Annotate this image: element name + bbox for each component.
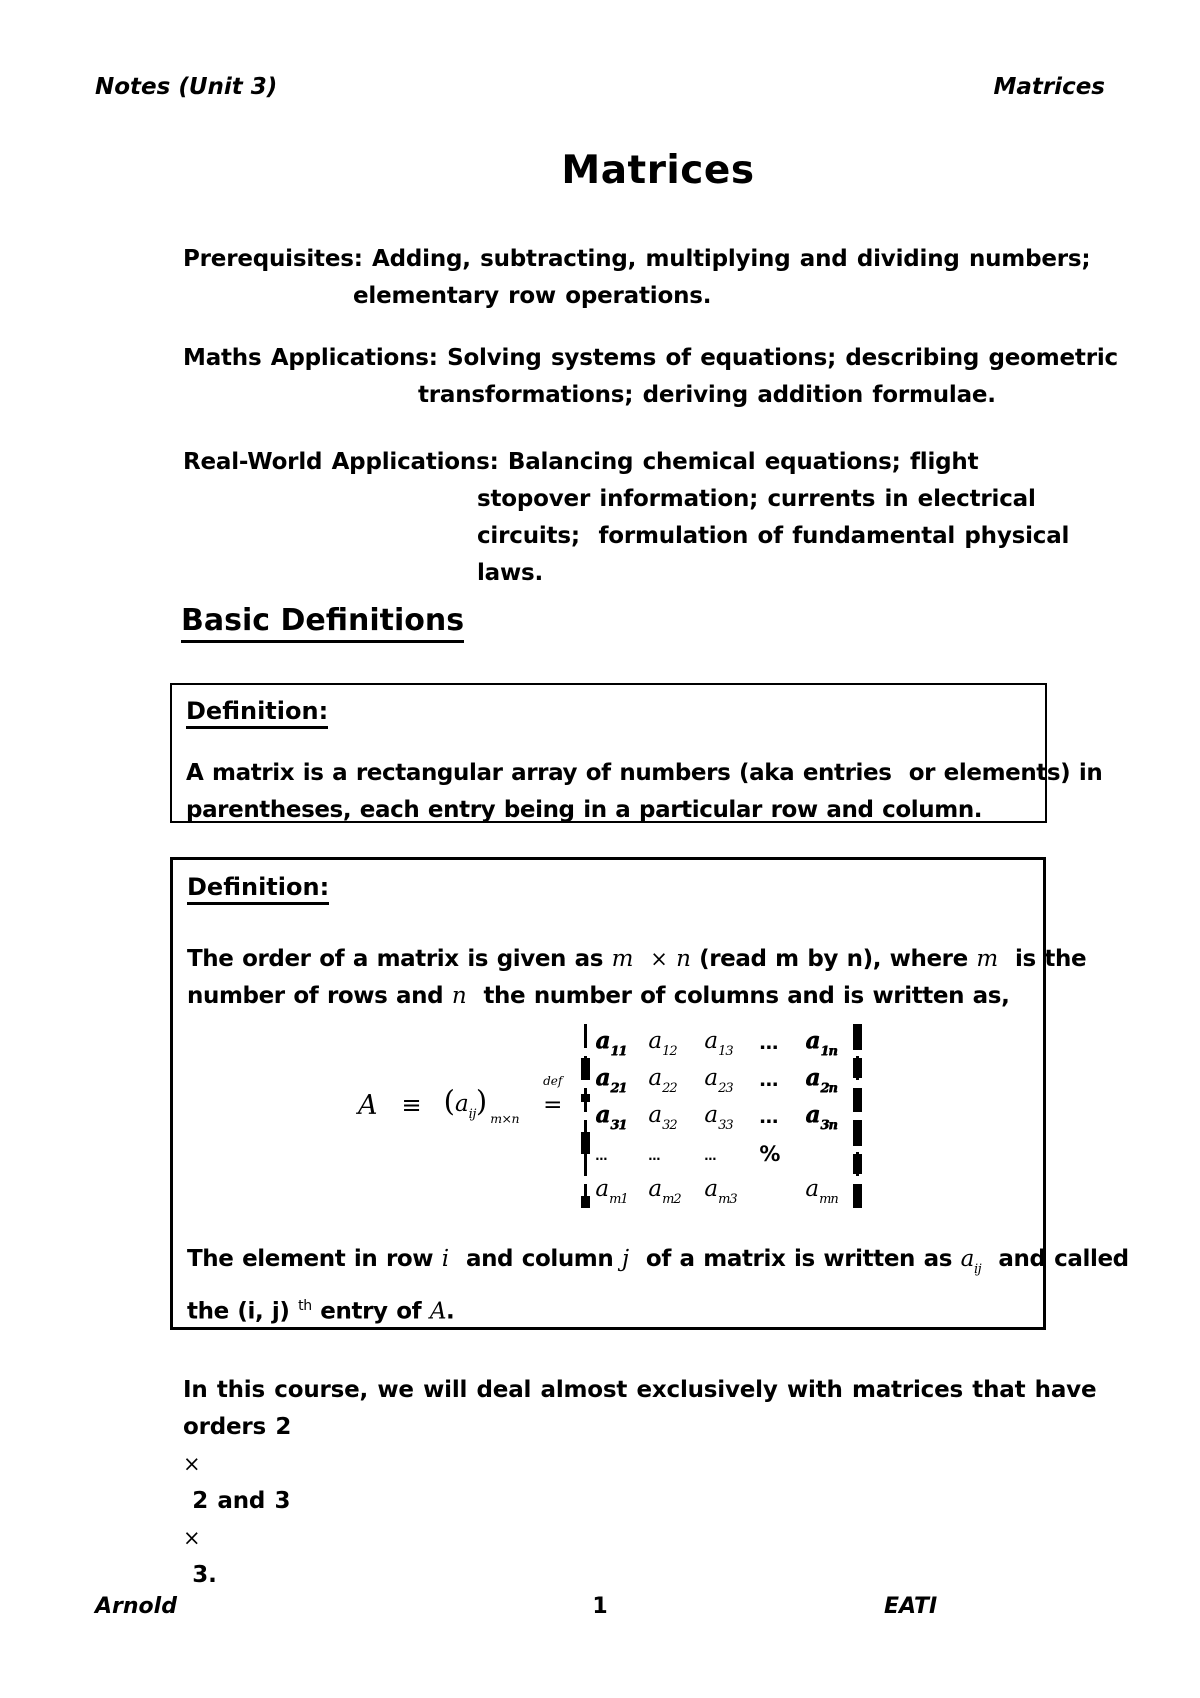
matrix-bracket-left: [580, 1024, 591, 1210]
order-subscript: m×n: [490, 1111, 520, 1126]
page-title: Matrices: [561, 148, 755, 193]
matrix-cell: $a_{m3}$: [704, 1175, 737, 1207]
close-paren: ): [475, 1084, 488, 1118]
matrix-cell: $a_{13}$: [704, 1027, 733, 1059]
open-paren: (: [443, 1084, 455, 1118]
closing-line-2: orders 2 × 2 and 3 × 3.: [183, 1414, 301, 1588]
matrix-cell: …: [759, 1106, 777, 1128]
matrix-cell: $a_{21}$: [595, 1064, 627, 1096]
definition-box-matrix: [170, 683, 1103, 823]
matrix-cell: …: [759, 1069, 777, 1091]
prerequisites-line-1: Prerequisites: Adding, subtracting, multiplying and dividing numbers;: [183, 246, 1091, 272]
footer-institution: EATI: [884, 1594, 938, 1619]
section-heading-basic-definitions: [181, 603, 464, 643]
matrix-cell: $a_{3n}$: [805, 1101, 837, 1133]
definition-text-line-1: A matrix is a rectangular array of numbers (aka entries or elements) in: [186, 760, 1103, 786]
matrix-cell: …: [648, 1148, 659, 1163]
paragraph-maths-applications: [183, 340, 1118, 414]
matrix-cell: $a_{31}$: [595, 1101, 627, 1133]
matrix-definition-equation: [358, 1021, 1029, 1213]
matrix-cell: $a_{m1}$: [595, 1175, 628, 1207]
realworld-line-1: Real-World Applications: Balancing chemical equations; flight: [183, 449, 979, 475]
entry-subscript: ij: [468, 1107, 476, 1122]
definition-label: Definition:: [186, 697, 328, 729]
order-text-line-1: The order of a matrix is given as m × n (read m by n), where m is the: [187, 946, 1087, 972]
matrix-cell: $a_{1n}$: [805, 1027, 837, 1059]
definition-box-order: [170, 857, 1129, 1330]
element-text-line-2: the (i, j) $^{th}$ entry of A.: [187, 1298, 455, 1325]
prerequisites-line-2: elementary row operations.: [353, 283, 712, 309]
realworld-line-2: stopover information; currents in electrical: [477, 486, 1036, 512]
realworld-line-3: circuits; formulation of fundamental physical: [477, 523, 1070, 549]
matrix-bracket-right: [852, 1024, 863, 1210]
paragraph-realworld-applications: [183, 444, 1069, 592]
matrix-cell: $a_{mn}$: [805, 1175, 838, 1207]
realworld-line-4: laws.: [477, 560, 544, 586]
matrix-cell: $a_{11}$: [595, 1027, 627, 1059]
spacer: [187, 905, 1029, 941]
footer-author: Arnold: [95, 1594, 177, 1619]
matrix-cell: $a_{2n}$: [805, 1064, 837, 1096]
spacer: [186, 729, 1031, 755]
equivalence-sign: ≡: [401, 1091, 422, 1119]
matrix-cell: $a_{22}$: [648, 1064, 677, 1096]
entry-symbol: a: [454, 1091, 469, 1117]
matrix-cell: …: [595, 1148, 606, 1163]
matrix-cell: $a_{m2}$: [648, 1175, 681, 1207]
order-text-line-2: number of rows and n the number of columns and is written as,: [187, 983, 1010, 1009]
element-text-line-1: The element in row i and column j of a matrix is written as $a_{ij}$ and called: [187, 1246, 1129, 1277]
definition-text-line-2: parentheses, each entry being in a particular row and column.: [186, 797, 983, 823]
closing-line-1: In this course, we will deal almost exclusively with matrices that have: [183, 1377, 1097, 1403]
maths-applications-line-2: transformations; deriving addition formulae.: [418, 382, 996, 408]
equals-sign: =: [543, 1092, 563, 1118]
maths-applications-line-1: Maths Applications: Solving systems of equations; describing geometric: [183, 345, 1118, 371]
matrix-cell: $a_{33}$: [704, 1101, 733, 1133]
matrix-cell: $a_{32}$: [648, 1101, 677, 1133]
footer-page-number: 1: [592, 1594, 608, 1619]
matrix-cell: %: [759, 1142, 781, 1166]
matrix-grid: [595, 1025, 849, 1210]
running-header-right: Matrices: [993, 74, 1105, 100]
matrix-cell: …: [759, 1032, 777, 1054]
matrix-cell: …: [704, 1148, 715, 1163]
matrix-symbol-A: A: [358, 1089, 378, 1121]
defined-equals: [543, 1074, 563, 1118]
entry-notation: [444, 1084, 519, 1126]
definition-label: Definition:: [187, 873, 329, 905]
def-label: def: [543, 1074, 563, 1088]
matrix-cell: $a_{12}$: [648, 1027, 677, 1059]
running-header-left: Notes (Unit 3): [95, 74, 278, 100]
paragraph-closing: [183, 1372, 1096, 1594]
matrix-cell: $a_{23}$: [704, 1064, 733, 1096]
section-heading-text: Basic Definitions: [181, 603, 464, 643]
equation-lhs: [358, 1074, 580, 1126]
paragraph-prerequisites: [183, 241, 1090, 315]
